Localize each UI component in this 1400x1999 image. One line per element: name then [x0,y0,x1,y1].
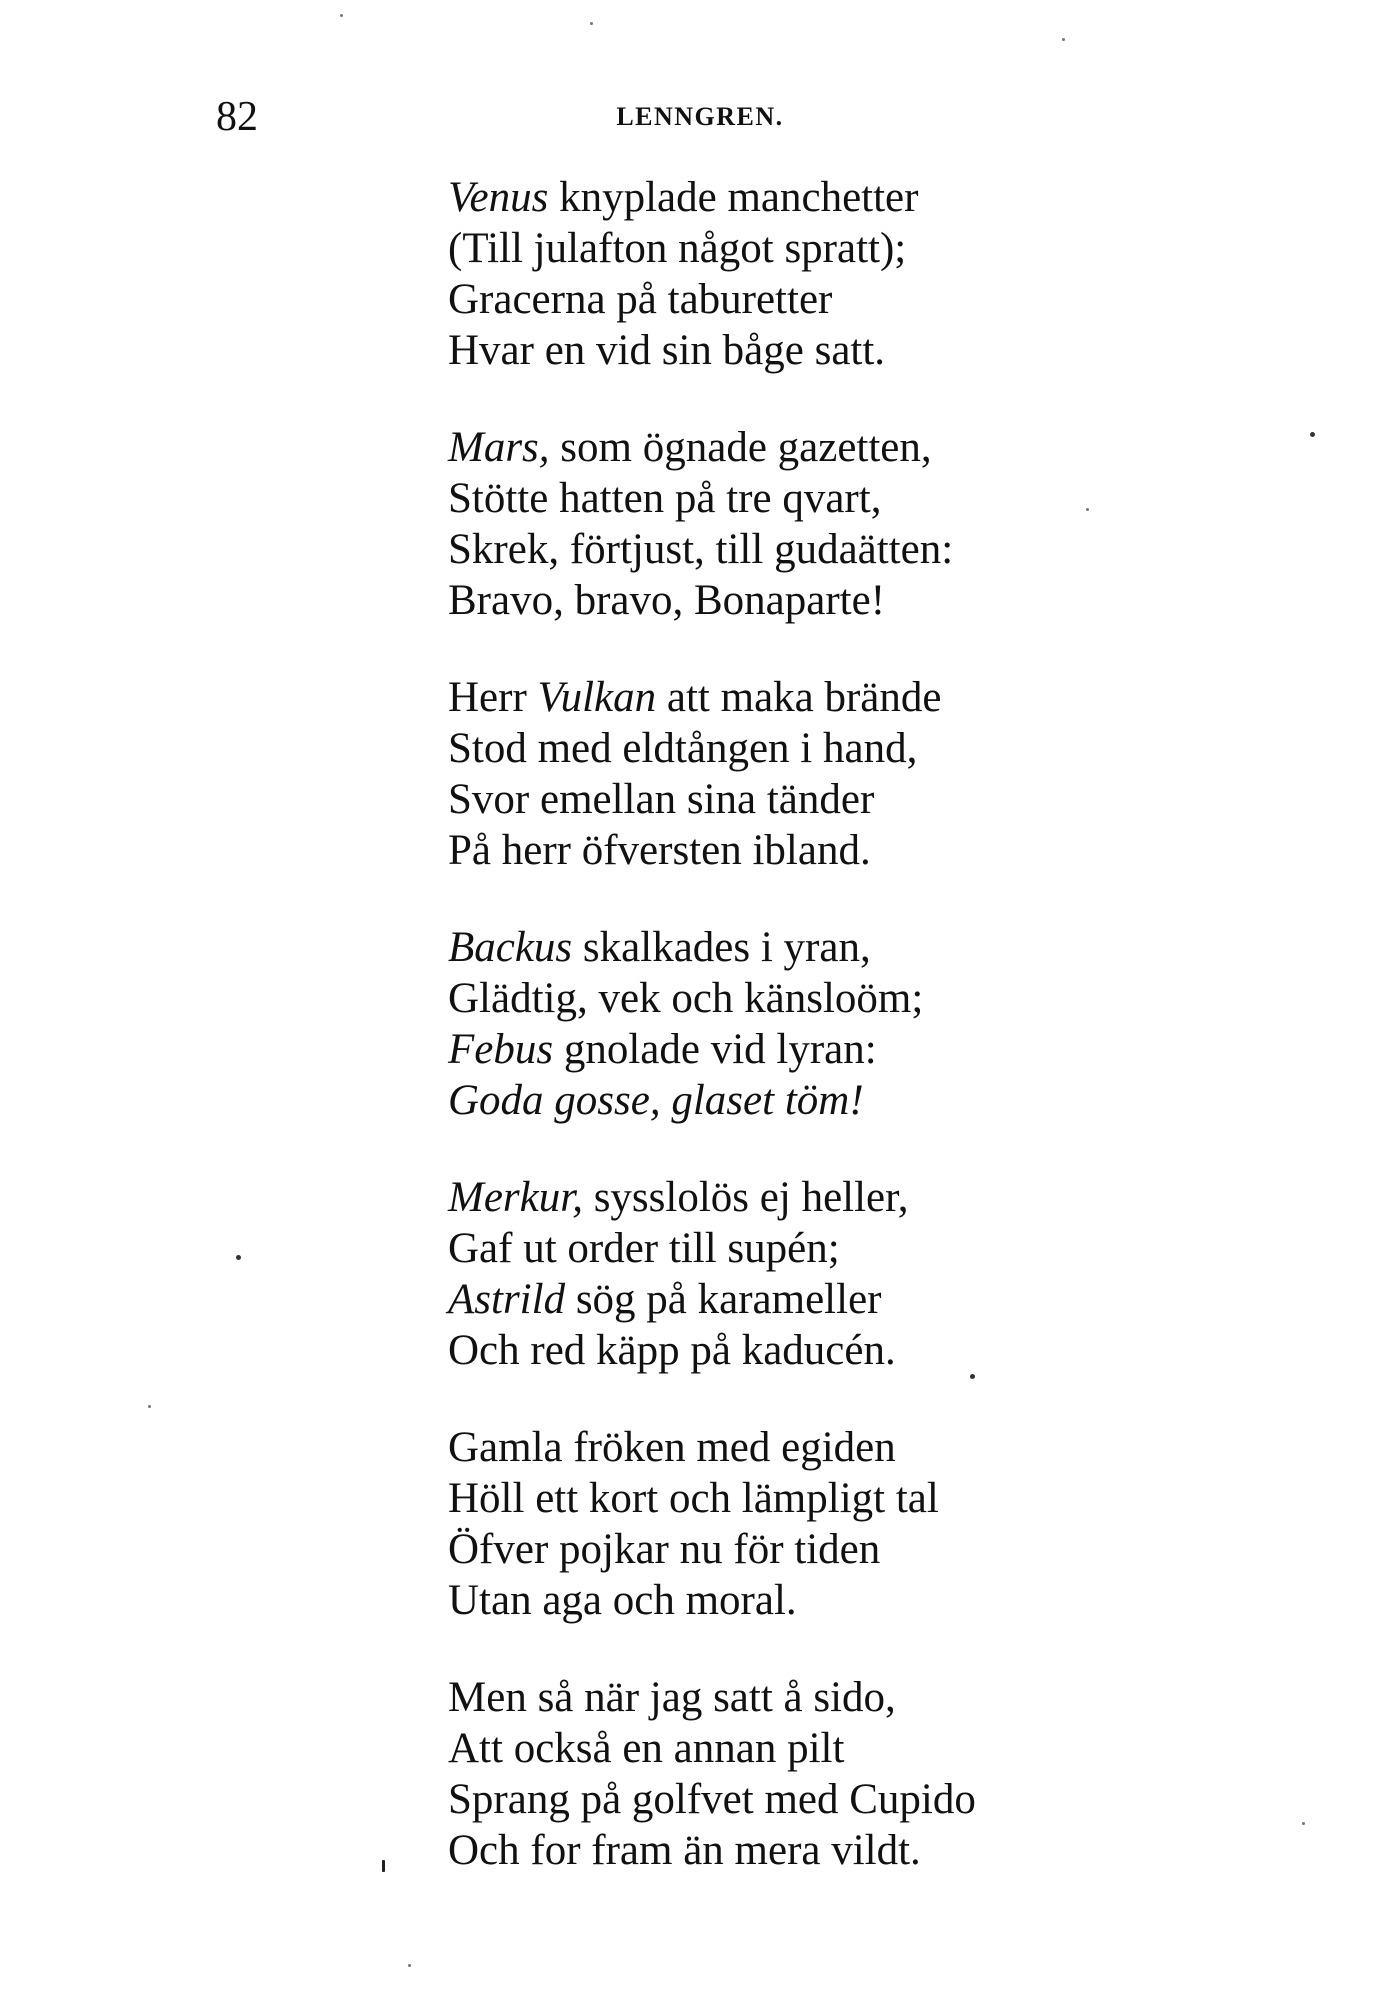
italic-segment: Backus [448,924,573,971]
scan-speck [970,1374,975,1379]
text-segment: Bravo, bravo, Bonaparte! [448,577,886,624]
scan-speck [590,22,593,25]
text-segment: gnolade vid lyran: [553,1026,877,1073]
verse-line [448,1172,1148,1223]
verse-line [448,223,1148,274]
verse-line [448,1575,1148,1626]
verse-line [448,473,1148,524]
poem-body [448,172,1148,1922]
stanza [448,922,1148,1126]
verse-line [448,1223,1148,1274]
text-segment: sysslolös ej heller, [582,1174,909,1221]
verse-line [448,723,1148,774]
text-segment: Glädtig, vek och känsloöm; [448,975,924,1022]
scan-speck [148,1405,151,1408]
verse-line [448,672,1148,723]
page-number: 82 [216,94,258,140]
italic-segment: Merkur, [448,1174,583,1221]
verse-line [448,1274,1148,1325]
italic-segment: Venus [448,174,549,221]
text-segment: Gracerna på taburetter [448,276,833,323]
text-segment: Gaf ut order till supén; [448,1225,840,1272]
text-segment: (Till julafton något spratt); [448,225,907,272]
verse-line [448,172,1148,223]
verse-line [448,922,1148,973]
text-segment: Sprang på golfvet med Cupido [448,1776,976,1823]
verse-line [448,1774,1148,1825]
text-segment: På herr öfversten ibland. [448,827,871,874]
verse-line [448,325,1148,376]
text-segment: Stod med eldtången i hand, [448,725,918,772]
verse-line [448,274,1148,325]
scan-speck [1310,432,1315,437]
verse-line [448,774,1148,825]
italic-segment: Vulkan [537,674,657,721]
text-segment: Skrek, förtjust, till gudaätten: [448,526,954,573]
italic-segment: Mars, [448,424,550,471]
text-segment: sög på karameller [565,1276,882,1323]
scan-speck [236,1255,241,1260]
text-segment: Öfver pojkar nu för tiden [448,1526,881,1573]
text-segment: Gamla fröken med egiden [448,1424,896,1471]
italic-segment: Astrild [448,1276,566,1323]
text-segment: Och red käpp på kaducén. [448,1327,896,1374]
scan-speck [1086,508,1089,511]
verse-line [448,575,1148,626]
stanza [448,1172,1148,1376]
stanza [448,1672,1148,1876]
scan-speck [382,1860,385,1872]
verse-line [448,1524,1148,1575]
text-segment: Utan aga och moral. [448,1577,797,1624]
verse-line [448,825,1148,876]
stanza [448,172,1148,376]
verse-line [448,1825,1148,1876]
text-segment: som ögnade gazetten, [549,424,932,471]
verse-line [448,422,1148,473]
text-segment: Höll ett kort och lämpligt tal [448,1475,939,1522]
scan-speck [340,14,343,17]
running-title: LENNGREN. [616,102,784,131]
verse-line [448,1024,1148,1075]
scan-speck [1062,38,1065,41]
verse-line [448,1325,1148,1376]
scan-speck [408,1964,411,1967]
text-segment: Stötte hatten på tre qvart, [448,475,882,522]
stanza [448,422,1148,626]
text-segment: att maka brände [656,674,942,721]
scan-speck [1302,1822,1305,1825]
italic-segment: Febus [448,1026,554,1073]
stanza [448,672,1148,876]
text-segment: Att också en annan pilt [448,1725,845,1772]
verse-line [448,973,1148,1024]
verse-line [448,1672,1148,1723]
verse-line [448,1075,1148,1126]
text-segment: Hvar en vid sin båge satt. [448,327,886,374]
verse-line [448,1422,1148,1473]
text-segment: Och for fram än mera vildt. [448,1827,921,1874]
text-segment: Svor emellan sina tänder [448,776,875,823]
text-segment: knyplade manchetter [548,174,919,221]
italic-segment: Goda gosse, glaset töm! [448,1077,864,1124]
text-segment: Herr [448,674,538,721]
verse-line [448,1723,1148,1774]
text-segment: Men så när jag satt å sido, [448,1674,896,1721]
stanza [448,1422,1148,1626]
verse-line [448,524,1148,575]
text-segment: skalkades i yran, [572,924,871,971]
verse-line [448,1473,1148,1524]
